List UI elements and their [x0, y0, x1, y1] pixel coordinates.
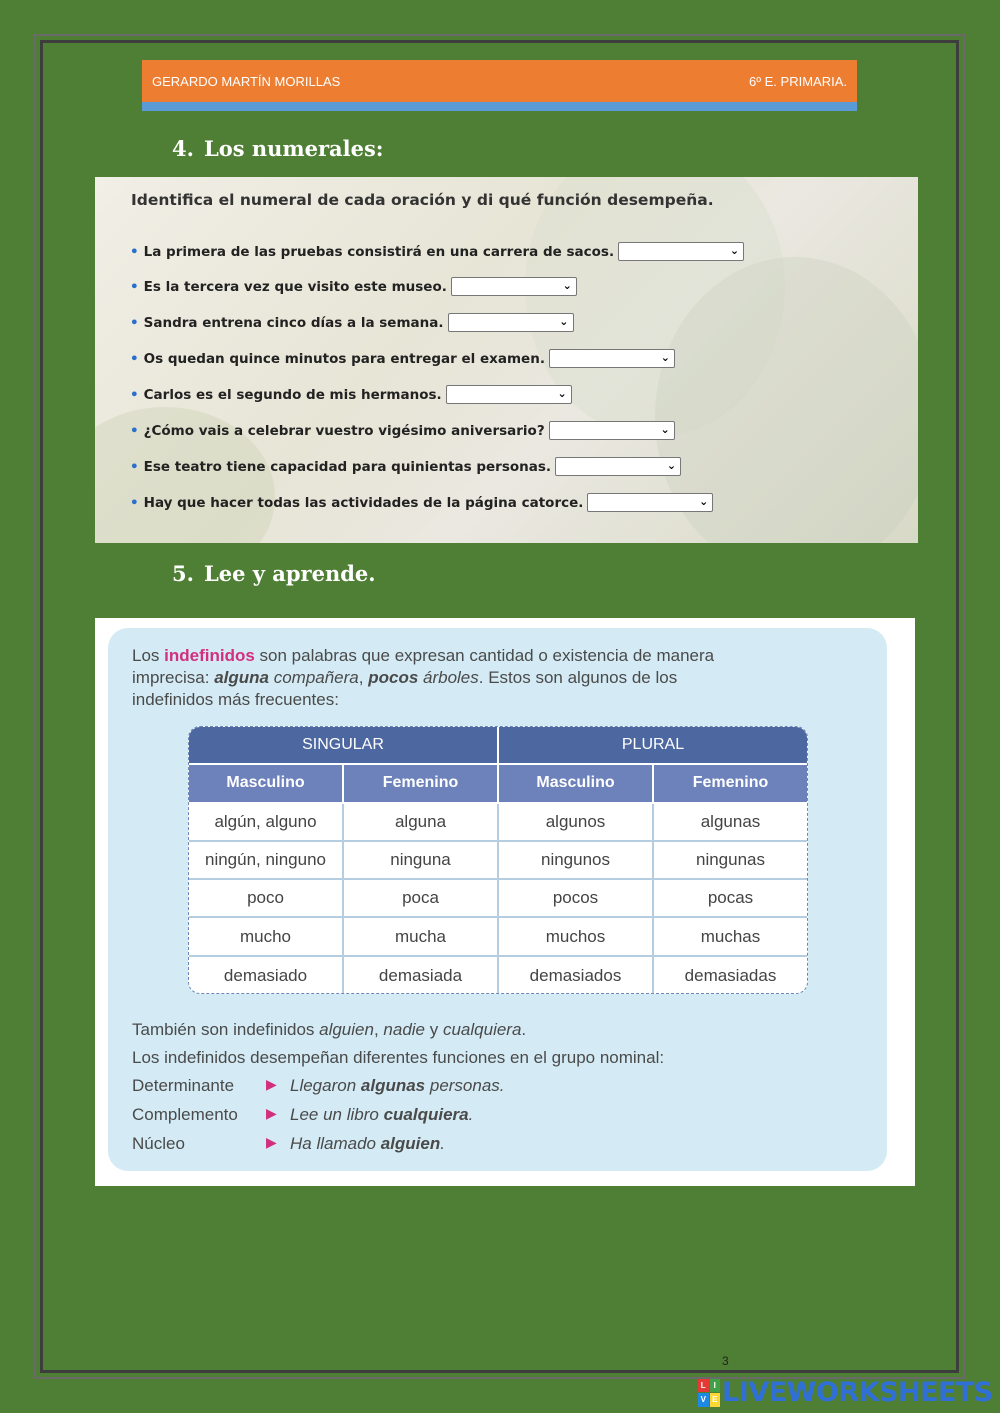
answer-dropdown-1[interactable]	[618, 242, 744, 261]
bullet: •	[130, 314, 139, 331]
example-word: alguna	[214, 668, 269, 687]
also-text: .	[521, 1020, 527, 1039]
function-label: Determinante	[132, 1076, 235, 1095]
brand-name: LIVEWORKSHEETS	[722, 1377, 993, 1408]
table-sub-header	[189, 765, 807, 803]
intro-line-2	[132, 667, 677, 689]
also-text: ,	[373, 1020, 384, 1039]
table-cell: alguna	[344, 804, 499, 842]
example-word: nadie	[383, 1020, 426, 1039]
chevron-down-icon: ⌄	[557, 387, 567, 400]
header-accent-line	[142, 102, 857, 111]
liveworksheets-logo[interactable]	[698, 1377, 993, 1408]
exercise-instruction: Identifica el numeral de cada oración y di qué función desempeña.	[131, 191, 714, 209]
page-header	[142, 60, 857, 102]
answer-dropdown-7[interactable]	[555, 457, 681, 476]
logo-letter: L	[698, 1379, 709, 1393]
column-header: Masculino	[499, 765, 654, 803]
function-row-determinante	[132, 1076, 505, 1096]
table-cell: algún, alguno	[189, 804, 344, 842]
intro-text: Los	[132, 646, 165, 665]
bullet: •	[130, 386, 139, 403]
example-word: algunas	[360, 1076, 426, 1095]
question-text: Os quedan quince minutos para entregar el examen.	[143, 350, 545, 367]
functions-intro: Los indefinidos desempeñan diferentes funciones en el grupo nominal:	[132, 1048, 665, 1067]
function-row-nucleo	[132, 1134, 445, 1154]
chevron-down-icon: ⌄	[559, 315, 569, 328]
table-row	[189, 880, 807, 918]
example-word: pocos	[368, 668, 419, 687]
liveworksheets-icon	[698, 1379, 720, 1407]
question-text: La primera de las pruebas consistirá en una carrera de sacos.	[143, 243, 615, 260]
function-label: Complemento	[132, 1105, 238, 1124]
column-header: Femenino	[344, 765, 499, 803]
highlighted-term: indefinidos	[164, 646, 255, 665]
section-5-text: Lee y aprende.	[203, 561, 376, 586]
question-text: Hay que hacer todas las actividades de la página catorce.	[143, 494, 584, 511]
question-text: Carlos es el segundo de mis hermanos.	[143, 386, 442, 403]
example-word: cualquiera	[442, 1020, 522, 1039]
numerals-exercise	[95, 177, 918, 543]
question-8	[130, 493, 713, 512]
info-card	[108, 628, 887, 1171]
example-word: cualquiera	[383, 1105, 469, 1124]
chevron-down-icon: ⌄	[699, 495, 709, 508]
bullet: •	[130, 494, 139, 511]
question-text: Sandra entrena cinco días a la semana.	[143, 314, 444, 331]
example-word: alguien	[380, 1134, 441, 1153]
table-cell: demasiados	[499, 957, 654, 994]
bullet: •	[130, 422, 139, 439]
group-header-plural: PLURAL	[499, 727, 807, 765]
example-text: Llegaron	[290, 1076, 361, 1095]
section-4-title	[172, 136, 384, 161]
table-cell: demasiadas	[684, 965, 777, 985]
example-text: Lee un libro	[290, 1105, 384, 1124]
chevron-down-icon: ⌄	[660, 351, 670, 364]
example-word: árboles	[418, 668, 479, 687]
table-cell: ningunos	[499, 842, 654, 880]
bullet: •	[130, 458, 139, 475]
table-cell: algunas	[654, 804, 807, 842]
table-row	[189, 918, 807, 956]
chevron-down-icon: ⌄	[562, 279, 572, 292]
section-5-title	[172, 561, 376, 586]
bullet: •	[130, 278, 139, 295]
table-cell: ningún, ninguno	[189, 842, 344, 880]
table-cell: poco	[189, 880, 344, 918]
example-text: Ha llamado	[290, 1134, 381, 1153]
example-text: personas.	[425, 1076, 505, 1095]
column-header: Masculino	[189, 765, 344, 803]
question-2	[130, 277, 577, 296]
section-4-number: 4.	[172, 136, 194, 161]
grade-label: 6º E. PRIMARIA.	[749, 73, 847, 89]
question-text: Es la tercera vez que visito este museo.	[143, 278, 447, 295]
answer-dropdown-5[interactable]	[446, 385, 572, 404]
table-cell: poca	[344, 880, 499, 918]
bullet: •	[130, 243, 139, 260]
function-example	[290, 1076, 505, 1096]
table-cell: mucho	[189, 918, 344, 956]
question-1	[130, 242, 744, 261]
also-indefinidos-line	[132, 1019, 526, 1041]
table-group-header	[189, 727, 807, 765]
function-example	[290, 1134, 445, 1154]
table-row	[189, 957, 807, 994]
table-cell: pocas	[654, 880, 807, 918]
answer-dropdown-2[interactable]	[451, 277, 577, 296]
page-number: 3	[722, 1354, 729, 1368]
intro-text: imprecisa:	[132, 668, 215, 687]
also-text: y	[425, 1020, 443, 1039]
question-text: ¿Cómo vais a celebrar vuestro vigésimo aniversario?	[143, 422, 545, 439]
chevron-down-icon: ⌄	[729, 244, 740, 257]
table-cell: mucha	[344, 918, 499, 956]
author-name: GERARDO MARTÍN MORILLAS	[152, 73, 341, 89]
example-word: compañera	[268, 668, 359, 687]
indefinidos-table	[188, 726, 808, 994]
logo-letter: E	[710, 1393, 721, 1407]
intro-text: ,	[358, 668, 369, 687]
logo-letter: V	[698, 1393, 709, 1407]
chevron-down-icon: ⌄	[666, 459, 677, 472]
section-5-number: 5.	[172, 561, 194, 586]
example-text: .	[440, 1134, 445, 1153]
answer-dropdown-3[interactable]	[448, 313, 574, 332]
group-header-singular: SINGULAR	[189, 727, 499, 765]
indefinidos-info-panel	[95, 618, 915, 1186]
intro-text: . Estos son algunos de los	[478, 668, 678, 687]
play-arrow-icon: ▶	[266, 1105, 277, 1121]
answer-dropdown-4[interactable]	[549, 349, 675, 368]
function-example	[290, 1105, 473, 1125]
table-cell: pocos	[499, 880, 654, 918]
intro-line-1	[132, 645, 714, 667]
table-row	[189, 804, 807, 842]
table-cell: muchos	[499, 918, 654, 956]
bullet: •	[130, 350, 139, 367]
table-cell: demasiada	[344, 957, 499, 994]
chevron-down-icon: ⌄	[660, 423, 670, 436]
logo-letter: I	[710, 1379, 721, 1393]
answer-dropdown-8[interactable]	[587, 493, 713, 512]
example-text: .	[468, 1105, 474, 1124]
table-cell: ningunas	[654, 842, 807, 880]
question-6	[130, 421, 675, 440]
question-3	[130, 313, 574, 332]
play-arrow-icon: ▶	[266, 1076, 277, 1092]
intro-line-3: indefinidos más frecuentes:	[132, 690, 339, 709]
answer-dropdown-6[interactable]	[549, 421, 675, 440]
function-label: Núcleo	[132, 1134, 185, 1153]
table-cell: algunos	[499, 804, 654, 842]
section-4-text: Los numerales:	[203, 136, 384, 161]
also-text: También son indefinidos	[132, 1020, 320, 1039]
table-cell: demasiado	[189, 957, 344, 994]
intro-text: son palabras que expresan cantidad o existencia de manera	[254, 646, 715, 665]
play-arrow-icon: ▶	[266, 1134, 277, 1150]
question-text: Ese teatro tiene capacidad para quinientas personas.	[143, 458, 552, 475]
question-4	[130, 349, 675, 368]
table-cell: ninguna	[344, 842, 499, 880]
example-word: alguien	[319, 1020, 374, 1039]
column-header: Femenino	[654, 765, 807, 803]
table-cell: muchas	[654, 918, 807, 956]
question-7	[130, 457, 681, 476]
function-row-complemento	[132, 1105, 473, 1125]
table-row	[189, 842, 807, 880]
question-5	[130, 385, 572, 404]
